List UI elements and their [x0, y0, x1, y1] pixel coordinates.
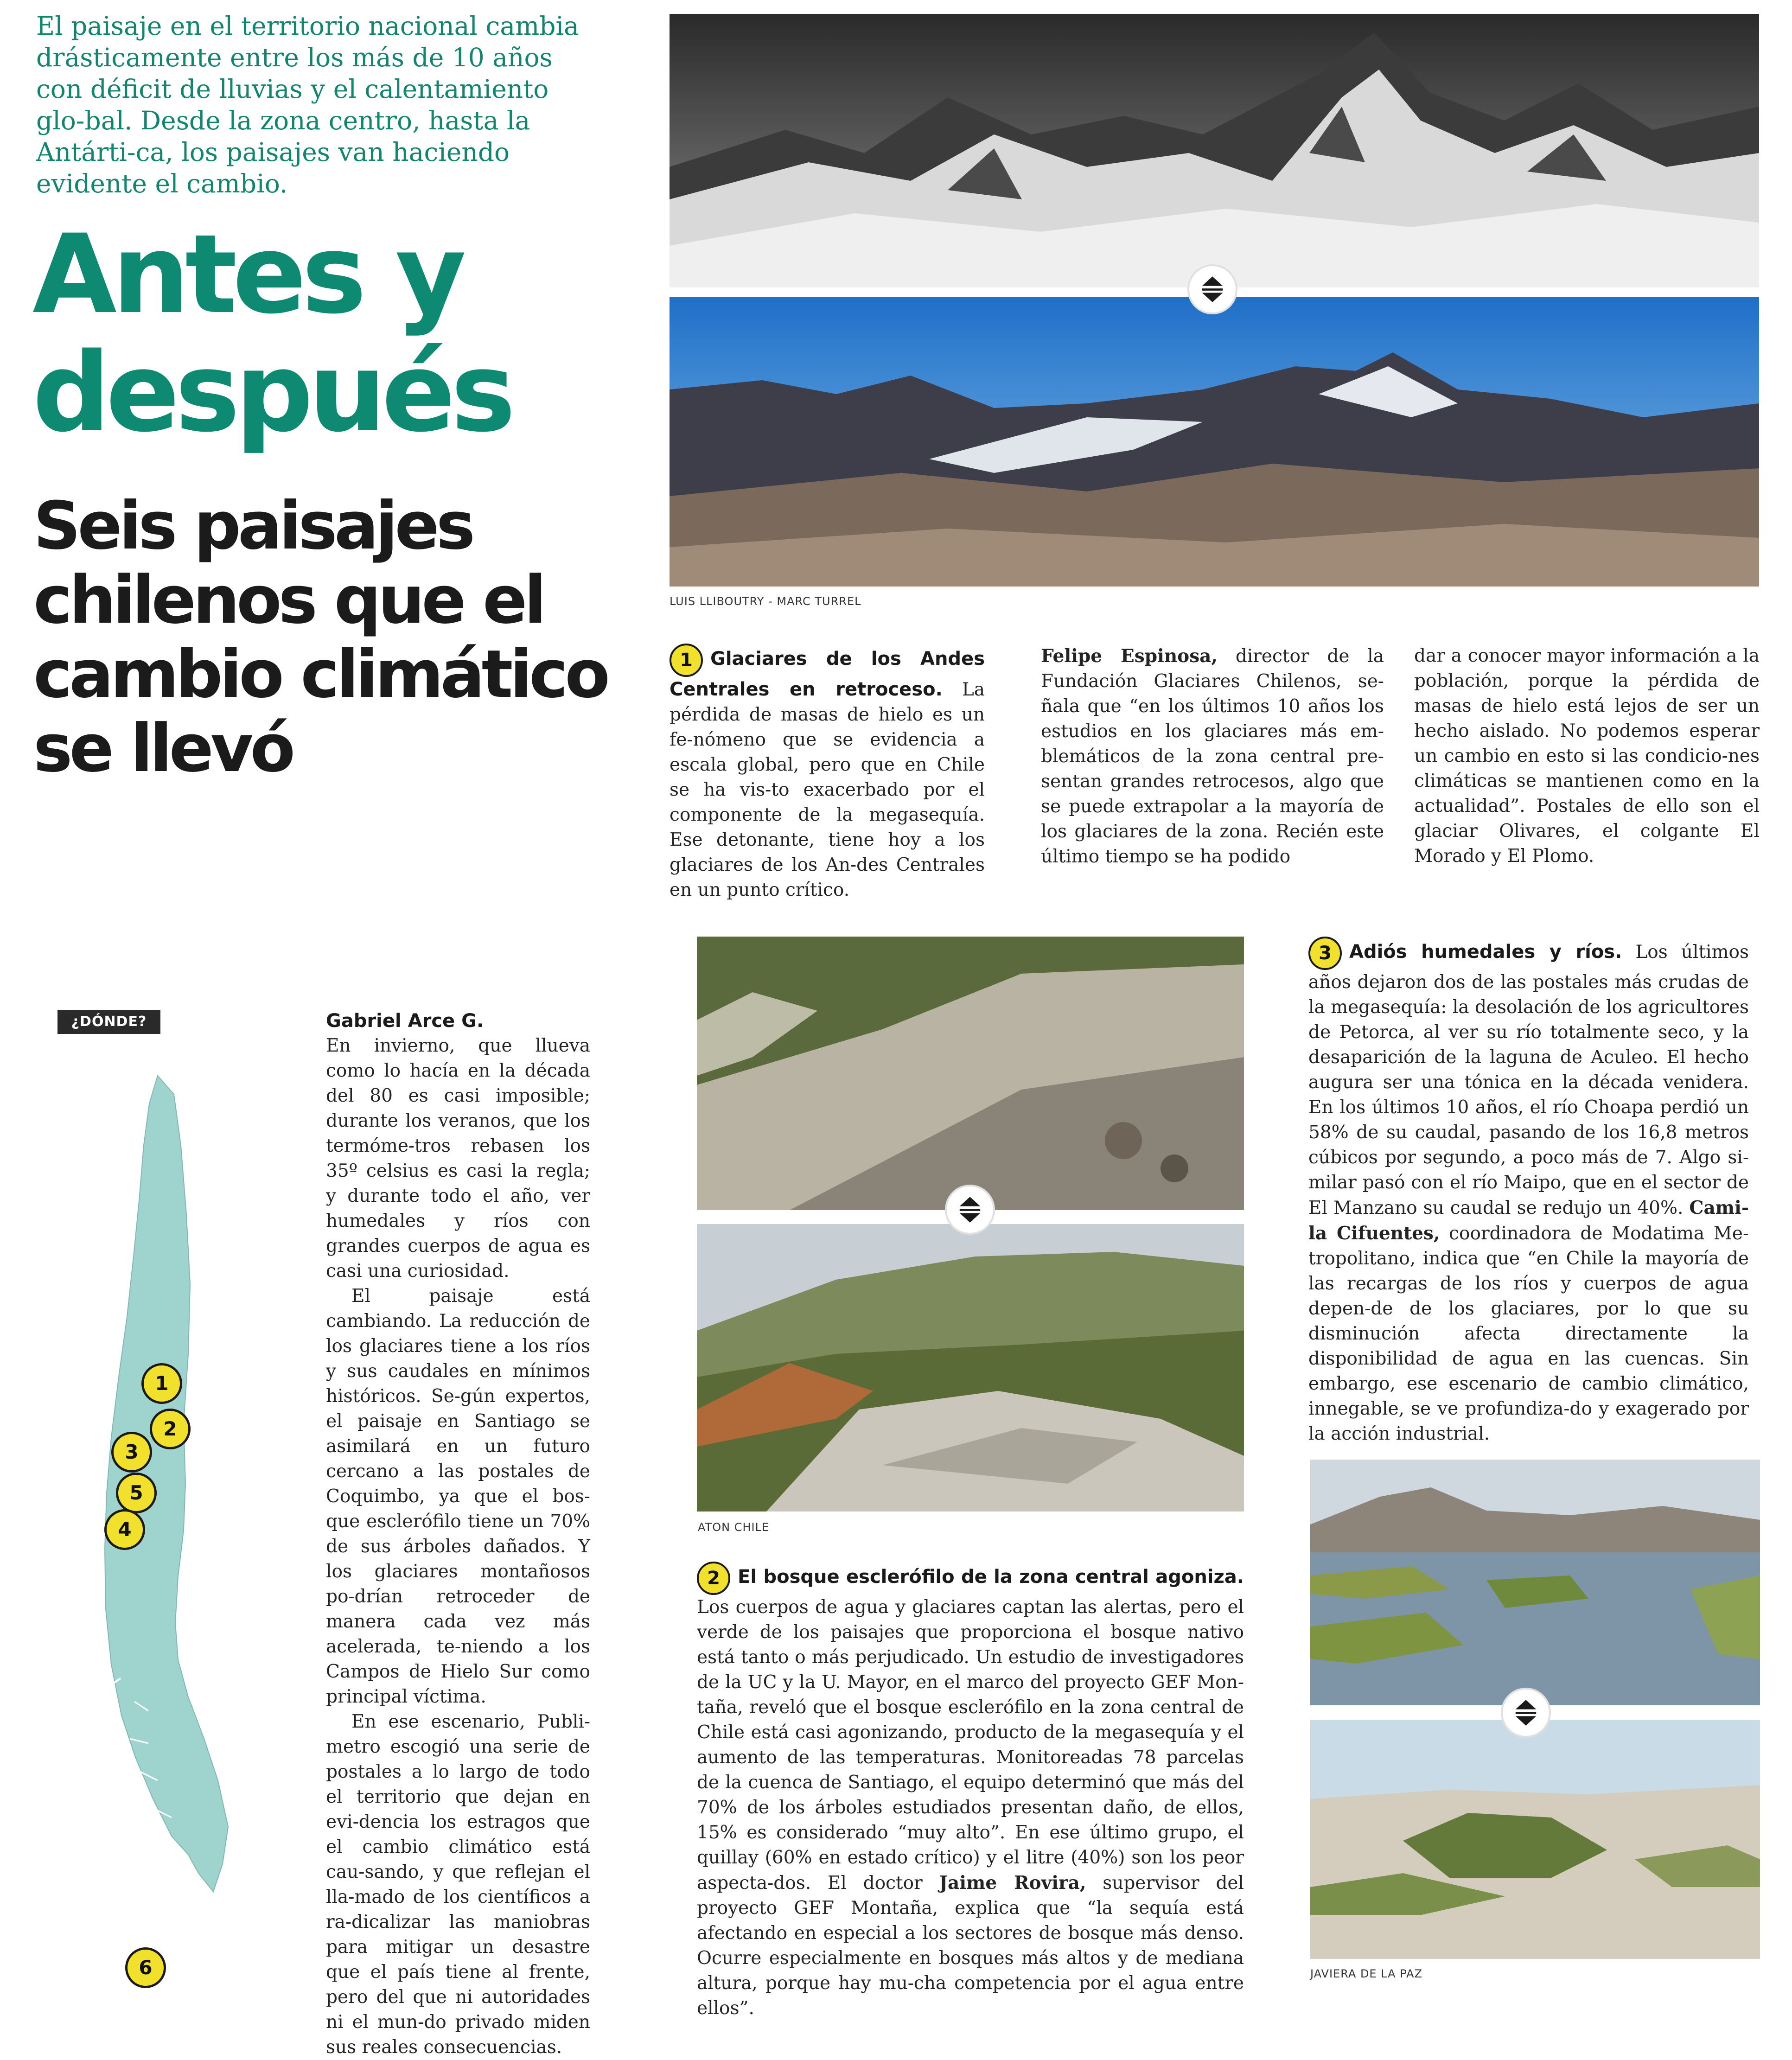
title-line-1: Antes y [32, 211, 462, 338]
swap-arrows-icon-2 [947, 1186, 993, 1233]
section3-heading: Adiós humedales y ríos. [1349, 941, 1622, 963]
lede-text: El paisaje en el territorio nacional cambia drásticamente entre los más de 10 años con déficit de lluvias y el calentamiento glo-bal. Desde la zona centro, hasta la Antárti-ca, los paisajes van haciendo evidente el cambio. [36, 11, 579, 198]
forest-before-photo [697, 937, 1244, 1210]
forest-swap-button[interactable] [945, 1185, 995, 1235]
section3-number-badge: 3 [1308, 937, 1342, 970]
section1-column1 [670, 644, 985, 903]
section2-column [697, 1562, 1244, 2021]
glacier-photo-credit: LUIS LLIBOUTRY - MARC TURREL [670, 595, 861, 608]
map-marker-1[interactable]: 1 [141, 1363, 182, 1404]
section1-expert-name: Felipe Espinosa, [1041, 645, 1218, 667]
map-marker-2[interactable]: 2 [150, 1409, 191, 1449]
title-line-2: después [32, 330, 511, 456]
byline: Gabriel Arce G. [326, 1010, 484, 1032]
wetland-before-photo [1310, 1460, 1760, 1705]
map-marker-3[interactable]: 3 [111, 1432, 152, 1473]
section2-number-badge: 2 [697, 1562, 730, 1595]
swap-arrows-icon-3 [1503, 1690, 1549, 1736]
section2-body2: supervisor del proyecto GEF Montaña, explica que “la sequía está afectando en especial a los sectores de bosque más denso. Ocurre especialmente en bosques más altos y de mediana altura, porque hay mu-cha competencia por el agua entre ellos”. [697, 1873, 1244, 2019]
section2-body1: Los cuerpos de agua y glaciares captan las alertas, pero el verde de los paisajes que proporciona el bosque nativo está tanto o más perjudicado. Un estudio de investigadores de la UC y la U. Mayor, en el marco del proyecto GEF Mon-taña, reveló que el bosque esclerófilo en la zona central de Chile está casi agonizando, producto de la megasequía y el aumento de las temperaturas. Monitoreadas 78 parcelas de la cuenca de Santiago, el equipo determinó que más del 70% de los árboles estudiados presentan daño, de ellos, 15% es considerado “muy alto”. En ese último grupo, el quillay (60% en estado crítico) y el litre (40%) son los peor aspecta-dos. El doctor [697, 1597, 1244, 1894]
section1-number-badge: 1 [670, 644, 703, 677]
glacier-swap-button[interactable] [1187, 264, 1237, 314]
section1-column3 [1414, 644, 1760, 869]
section3-expert-name: Cami-la Cifuentes, [1308, 1197, 1749, 1244]
section2-expert-name: Jaime Rovira, [939, 1872, 1086, 1894]
section1-body1: La pérdida de masas de hielo es un fe-nómeno que se evidencia a escala global, pero que en Chile se ha vis-to exacerbado por el componente de la megasequía. Ese detonante, tiene hoy a los glaciares de los An-des Centrales en un punto crítico. [670, 679, 985, 900]
section1-body3: dar a conocer mayor información a la población, porque la pérdida de masas de hielo está lejos de ser un hecho aislado. No podemos esperar un cambio en esto si las condicio-nes climáticas se mantienen como en la actualidad”. Postales de ello son el glaciar Olivares, el colgante El Morado y El Plomo. [1414, 645, 1760, 867]
section1-column2 [1041, 644, 1384, 869]
section3-body2: coordinadora de Modatima Me-tropolitano, indica que “en Chile la mayoría de las recargas de los ríos y cuerpos de agua depen-de de los glaciares, por lo que su disminución afecta directamente la disponibilidad de agua en las cuencas. Sin embargo, ese escenario de cambio climático, innegable, se ve profundiza-do y exagerado por la acción industrial. [1308, 1223, 1749, 1444]
map-marker-6[interactable]: 6 [125, 1947, 166, 1988]
intro-paragraph-1: En invierno, que llueva como lo hacía en la década del 80 es casi imposible; durante los veranos, que los termóme-tros rebasen los 35º celsius es casi la regla; y durante todo el año, ver humedales y ríos con grandes cuerpos de agua es casi una curiosidad. [326, 1035, 590, 1282]
swap-arrows-icon [1189, 266, 1236, 313]
chile-map [79, 1076, 227, 1947]
section3-body1: Los últimos años dejaron dos de las postales más crudas de la megasequía: la desolación de los agricultores de Petorca, al ver su río totalmente seco, y la desaparición de la laguna de Aculeo. El hecho augura ser una tónica en la década venidera. En los últimos 10 años, el río Choapa perdió un 58% de su caudal, pasando de los 16,8 metros cúbicos por segundo, a poco más de 7. Algo si-milar pasó con el río Maipo, que en el sector de El Manzano su caudal se redujo un 40%. [1308, 942, 1749, 1218]
section1-heading: Glaciares de los Andes Centrales en retroceso. [670, 648, 985, 700]
intro-paragraph-3: En ese escenario, Publi-metro escogió una serie de postales a lo largo de todo el territorio que dejan en evi-dencia los estragos que el cambio climático está cau-sando, y que reflejan el lla-mado de los científicos a ra-dicalizar las maniobras para mitigar un desastre que el país tiene al frente, pero del que ni autoridades ni el mun-do privado miden sus reales consecuencias. [326, 1711, 590, 2058]
section2-heading: El bosque esclerófilo de la zona central agoniza. [738, 1566, 1244, 1588]
forest-after-photo [697, 1224, 1244, 1512]
intro-paragraph-2: El paisaje está cambiando. La reducción de los glaciares tiene a los ríos y sus caudales en mínimos históricos. Se-gún expertos, el paisaje en Santiago se asimilará en un futuro cercano a las postales de Coquimbo, ya que el bos-que esclerófilo tiene un 70% de sus árboles dañados. Y los glaciares montañosos po-drían retroceder de manera cada vez más acelerada, te-niendo a los Campos de Hielo Sur como principal víctima. [326, 1286, 590, 1707]
section3-column [1308, 937, 1749, 1447]
forest-photo-credit: ATON CHILE [698, 1521, 770, 1534]
chile-map-shape [79, 1076, 227, 1947]
section1-body2: director de la Fundación Glaciares Chilenos, se-ñala que “en los últimos 10 años los estudios en los glaciares más em-blemáticos de la zona central pre-sentan grandes retrocesos, algo que se puede extrapolar a la mayoría de los glaciares de la zona. Recién este último tiempo se ha podido [1041, 646, 1384, 867]
wetland-swap-button[interactable] [1501, 1688, 1551, 1738]
page-subtitle: Seis paisajes chilenos que el cambio climático se llevó [33, 488, 607, 787]
glacier-before-photo [670, 14, 1759, 287]
intro-column [326, 1008, 590, 2060]
wetland-after-photo [1310, 1720, 1760, 1959]
wetland-photo-credit: JAVIERA DE LA PAZ [1310, 1967, 1422, 1980]
page-title [32, 211, 631, 456]
map-marker-5[interactable]: 5 [116, 1473, 157, 1513]
glacier-after-photo [670, 297, 1759, 587]
donde-label: ¿DÓNDE? [57, 1010, 160, 1034]
map-marker-4[interactable]: 4 [104, 1509, 145, 1550]
